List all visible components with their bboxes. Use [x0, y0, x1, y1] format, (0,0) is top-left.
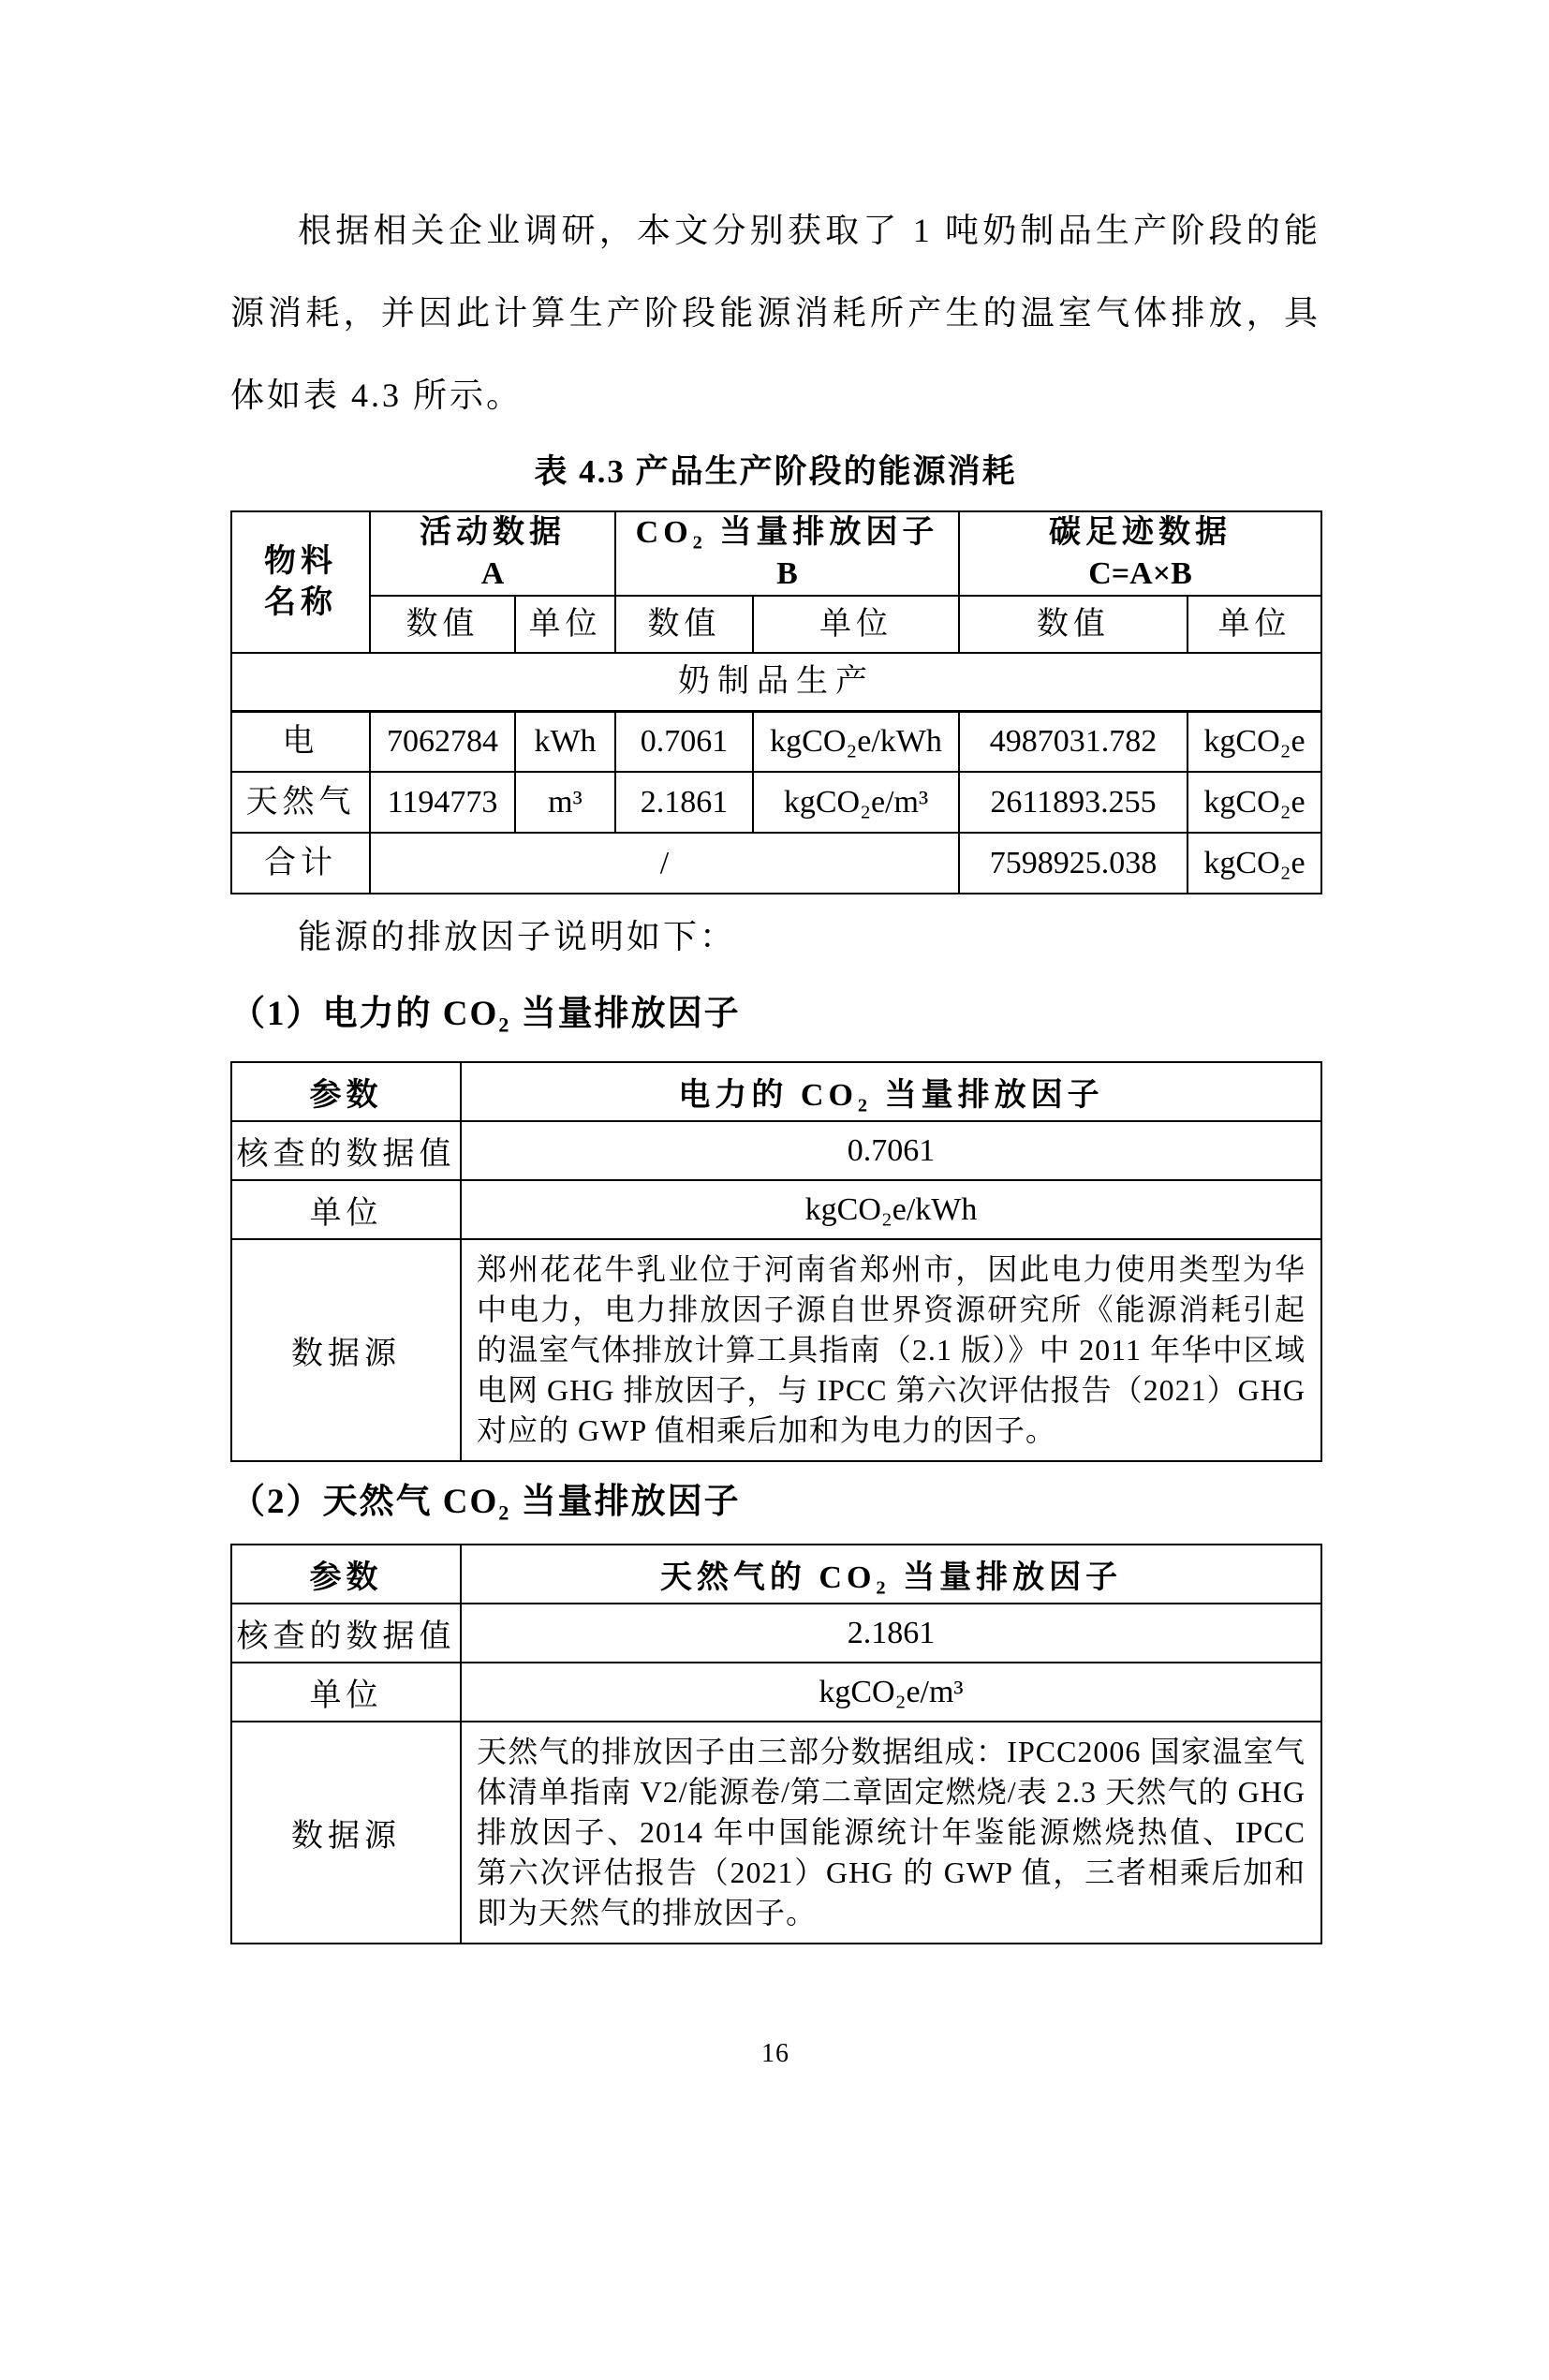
- table-row-total: [231, 833, 1321, 894]
- data-source-text: 郑州花花牛乳业位于河南省郑州市，因此电力使用类型为华中电力，电力排放因子源自世界资源研究所《能源消耗引起的温室气体排放计算工具指南（2.1 版）》中 2011 年华中区域电网 GHG 排放因子，与 IPCC 第六次评估报告（2021）GHG 对应的 GWP 值相乘后加和为电力的因子。: [461, 1239, 1321, 1461]
- footprint-value: 2611893.255: [959, 772, 1188, 833]
- verified-value-label: 核查的数据值: [231, 1604, 461, 1663]
- energy-table: [230, 510, 1322, 894]
- param-label: 参数: [231, 1545, 461, 1604]
- energy-table-title: 表 4.3 产品生产阶段的能源消耗: [534, 453, 1017, 490]
- subheader-unit-a: 单位: [515, 596, 615, 653]
- subheader-value-b: 数值: [615, 596, 753, 653]
- total-label: 合计: [231, 833, 370, 894]
- factor-unit: kgCO₂e/kWh: [753, 711, 959, 772]
- table-row-electricity: [231, 711, 1321, 772]
- total-footprint-unit: kgCO₂e: [1188, 833, 1321, 894]
- row-name: 天然气: [231, 772, 370, 833]
- subheader-unit-c: 单位: [1188, 596, 1321, 653]
- footprint-unit: kgCO₂e: [1188, 711, 1321, 772]
- total-footprint-value: 7598925.038: [959, 833, 1188, 894]
- header-material-name: 物料 名称: [231, 511, 370, 653]
- verified-value: 0.7061: [461, 1121, 1321, 1180]
- subheader-value-c: 数值: [959, 596, 1188, 653]
- header-activity-data: 活动数据 A: [370, 511, 615, 596]
- unit-value: kgCO₂e/m³: [461, 1663, 1321, 1722]
- activity-unit: m³: [515, 772, 615, 833]
- intro-paragraph: 根据相关企业调研，本文分别获取了 1 吨奶制品生产阶段的能源消耗，并因此计算生产阶段能源消耗所产生的温室气体排放，具体如表 4.3 所示。: [230, 212, 1320, 414]
- footprint-value: 4987031.782: [959, 711, 1188, 772]
- param-title: 电力的 CO₂ 当量排放因子: [461, 1062, 1321, 1121]
- subheader-unit-b: 单位: [753, 596, 959, 653]
- electricity-factor-table: [230, 1061, 1322, 1462]
- unit-label: 单位: [231, 1180, 461, 1239]
- subheader-value-a: 数值: [370, 596, 515, 653]
- activity-unit: kWh: [515, 711, 615, 772]
- verified-value-label: 核查的数据值: [231, 1121, 461, 1180]
- natural-gas-factor-table: [230, 1544, 1322, 1944]
- param-title: 天然气的 CO₂ 当量排放因子: [461, 1545, 1321, 1604]
- section-heading-electricity: （1）电力的 CO₂ 当量排放因子: [230, 995, 741, 1033]
- section-row-dairy-production: 奶制品生产: [231, 653, 1321, 711]
- param-label: 参数: [231, 1062, 461, 1121]
- page-number: 16: [761, 2039, 789, 2068]
- factor-value: 0.7061: [615, 711, 753, 772]
- activity-value: 1194773: [370, 772, 515, 833]
- header-co2-factor: CO₂ 当量排放因子 B: [615, 511, 959, 596]
- data-source-text: 天然气的排放因子由三部分数据组成：IPCC2006 国家温室气体清单指南 V2/能源卷/第二章固定燃烧/表 2.3 天然气的 GHG 排放因子、2014 年中国能源统计年鉴能源燃烧热值、IPCC 第六次评估报告（2021）GHG 的 GWP 值，三者相乘后加和即为天然气的排放因子。: [461, 1722, 1321, 1944]
- factor-value: 2.1861: [615, 772, 753, 833]
- total-slash: /: [370, 833, 959, 894]
- data-source-label: 数据源: [231, 1722, 461, 1944]
- row-name: 电: [231, 711, 370, 772]
- document-page: [0, 189, 1549, 2073]
- activity-value: 7062784: [370, 711, 515, 772]
- table-row-natural-gas: [231, 772, 1321, 833]
- header-carbon-footprint: 碳足迹数据 C=A×B: [959, 511, 1321, 596]
- section-heading-natural-gas: （2）天然气 CO₂ 当量排放因子: [230, 1483, 741, 1521]
- data-source-label: 数据源: [231, 1239, 461, 1461]
- factor-unit: kgCO₂e/m³: [753, 772, 959, 833]
- verified-value: 2.1861: [461, 1604, 1321, 1663]
- footprint-unit: kgCO₂e: [1188, 772, 1321, 833]
- unit-label: 单位: [231, 1663, 461, 1722]
- emission-factor-note: 能源的排放因子说明如下：: [298, 918, 737, 955]
- unit-value: kgCO₂e/kWh: [461, 1180, 1321, 1239]
